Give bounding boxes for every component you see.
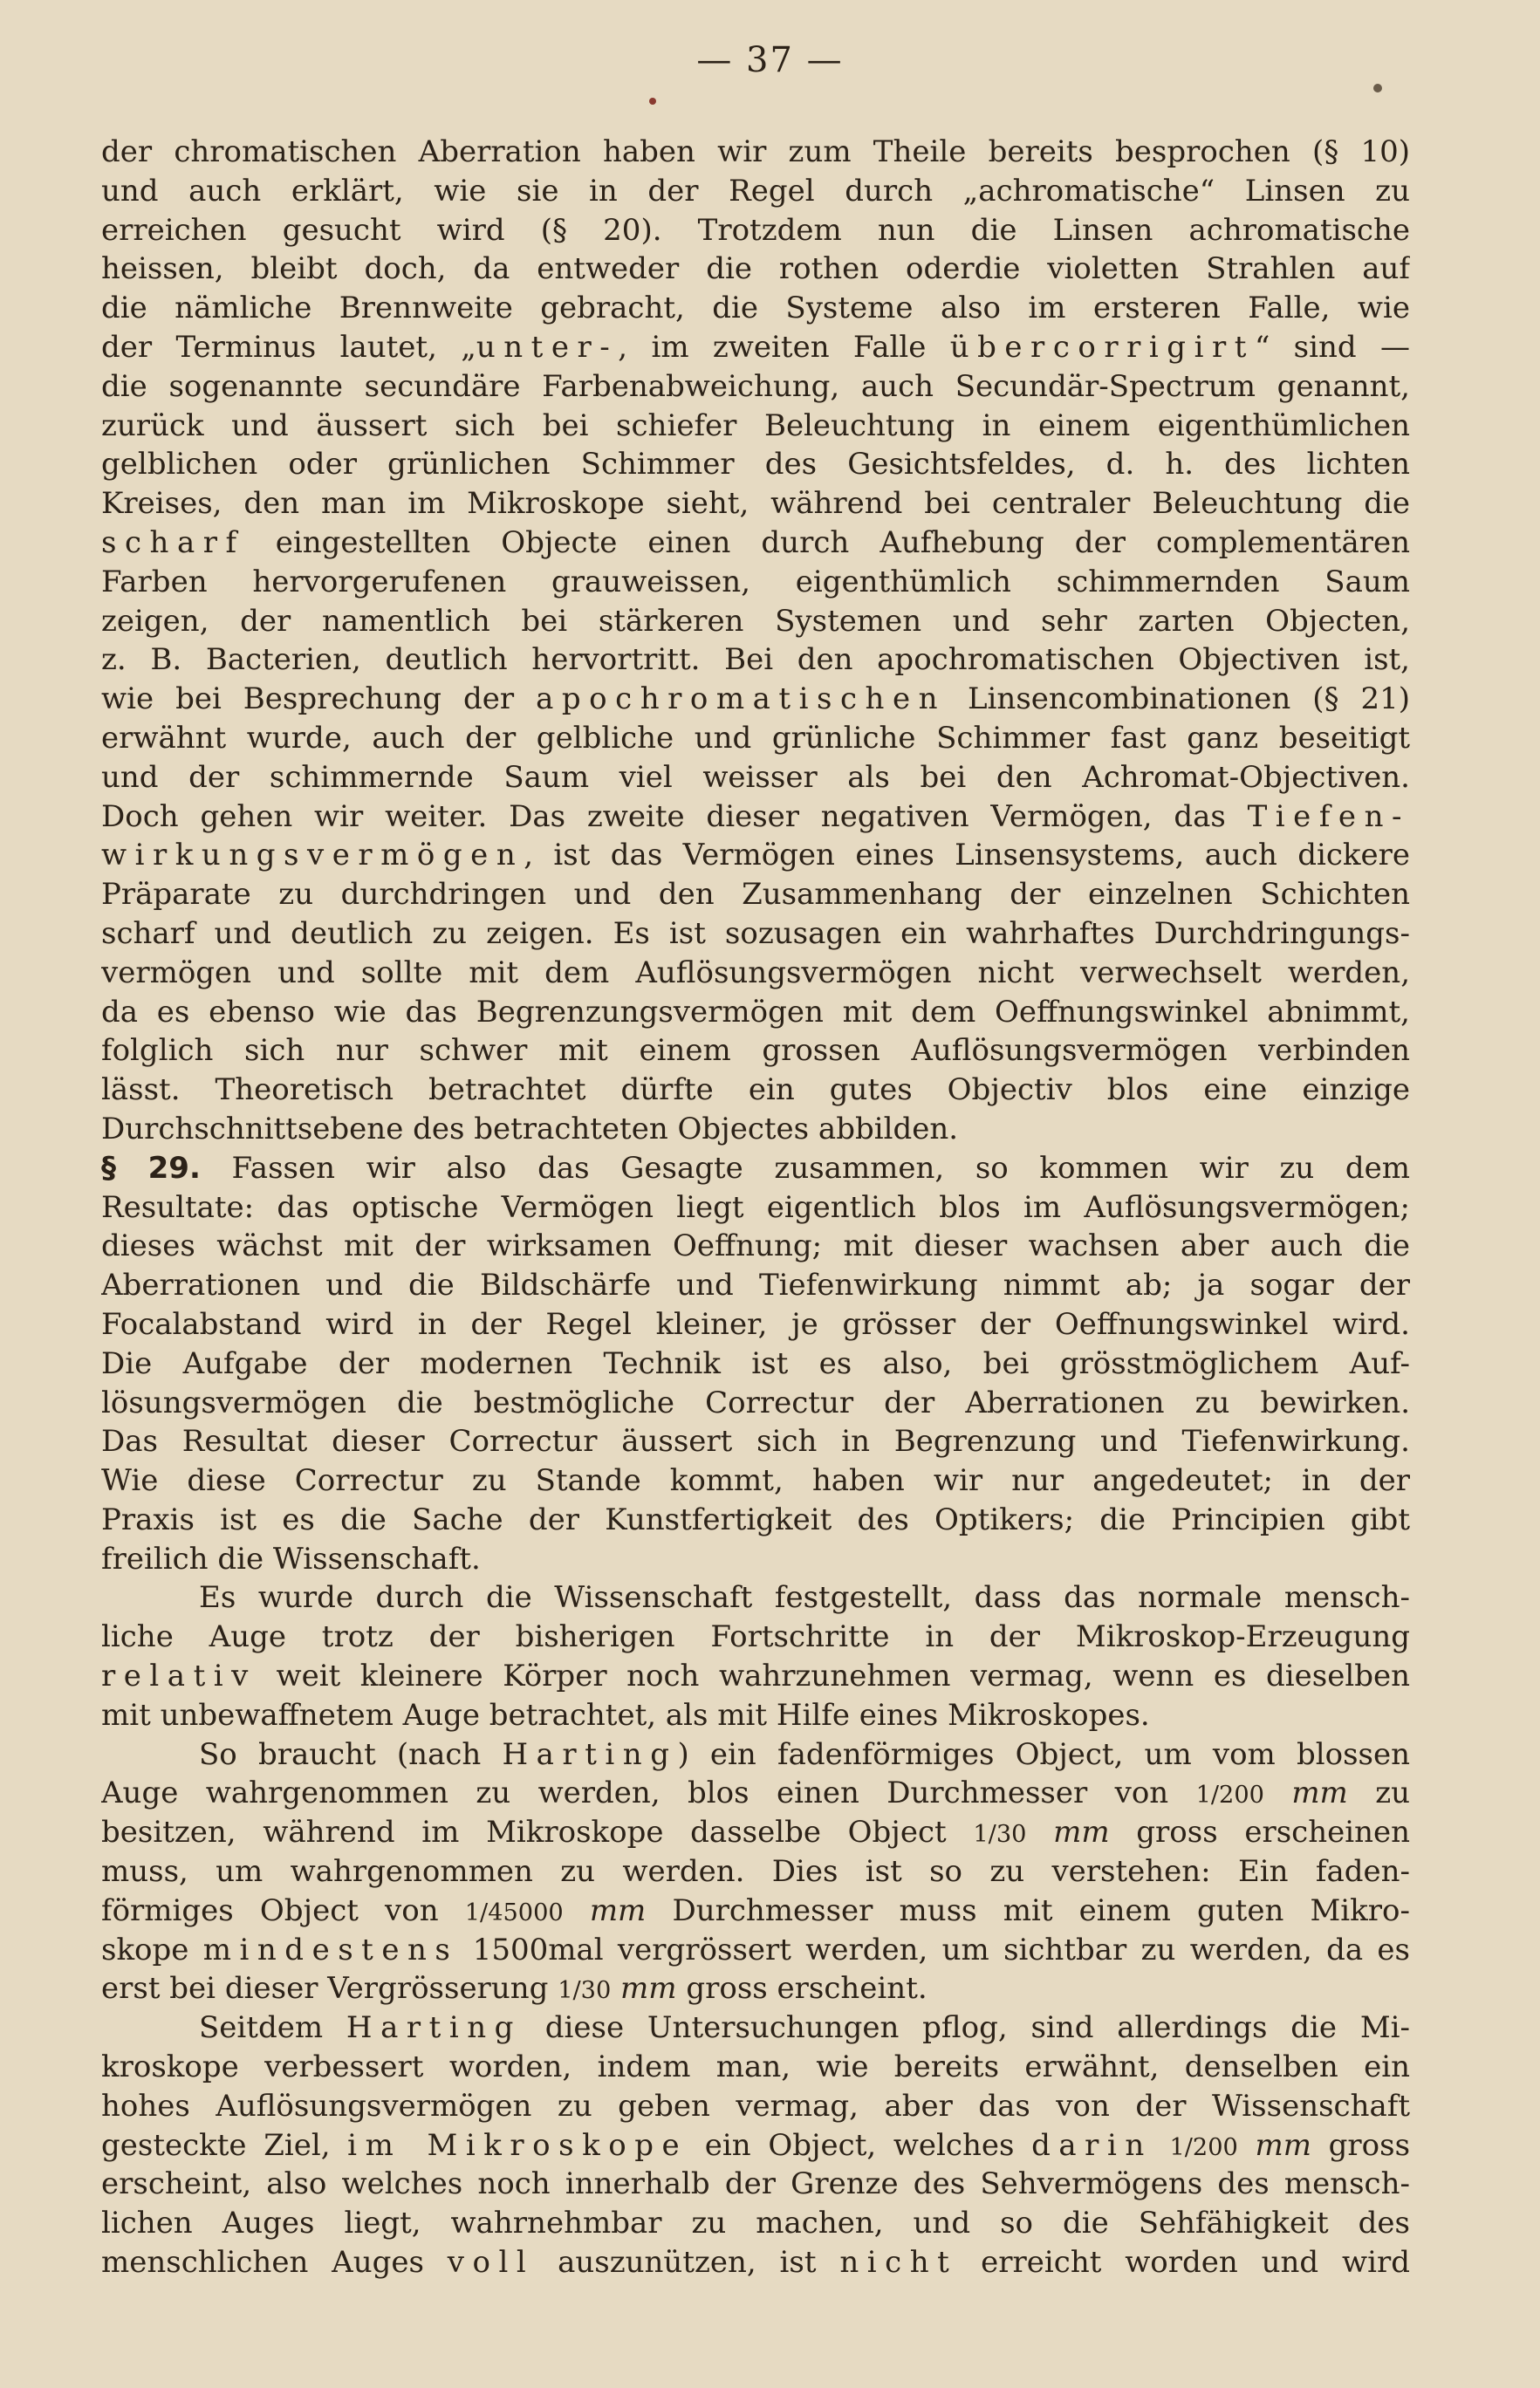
text-segment: die nämliche Brennweite gebracht, die Systeme also im ersteren Falle, wie [101, 291, 1410, 326]
text-segment: Auge wahrgenommen zu werden, blos einen Durchmesser von [101, 1776, 1196, 1811]
text-segment: ) ein fadenförmiges Object, um vom blossen [677, 1736, 1410, 1772]
text-segment: mm [1237, 2127, 1311, 2163]
text-line [101, 133, 1410, 172]
text-segment: förmiges Object von [101, 1892, 465, 1928]
text-line [101, 680, 1410, 719]
text-segment: dieses wächst mit der wirksamen Oeffnung; mit dieser wachsen aber auch die [101, 1228, 1410, 1264]
text-segment: der Terminus lautet, „ [101, 329, 476, 365]
text-segment: erst bei dieser Vergrösserung [101, 1971, 558, 2007]
text-line [101, 1931, 1410, 1970]
text-line [101, 563, 1410, 602]
text-segment: gelblichen oder grünlichen Schimmer des Gesichtsfeldes, d. h. des lichten [101, 447, 1410, 482]
text-segment: wirkungsvermögen [101, 838, 524, 873]
text-segment: lösungsvermögen die bestmögliche Correctur der Aberrationen zu bewirken. [101, 1385, 1410, 1420]
text-segment: mm [611, 1971, 677, 2007]
text-segment: relativ [101, 1659, 257, 1694]
text-line [101, 836, 1410, 875]
text-line [101, 250, 1410, 289]
text-segment: Harting [346, 2010, 522, 2046]
text-line [101, 2048, 1410, 2087]
text-segment: eingestellten Objecte einen durch Aufhebung der complementären [244, 524, 1410, 560]
text-line [101, 367, 1410, 407]
text-segment: auszunützen, ist [534, 2245, 840, 2281]
text-line [101, 172, 1410, 211]
text-line [101, 1969, 1410, 2008]
ink-speck [649, 98, 656, 105]
text-line [101, 1266, 1410, 1305]
text-segment: gross [1311, 2127, 1410, 2163]
text-line [101, 1852, 1410, 1892]
text-segment: Resultate: das optische Vermögen liegt eigentlich blos im Auflösungsvermögen; [101, 1189, 1410, 1225]
text-segment: mm [563, 1892, 647, 1928]
text-segment: Präparate zu durchdringen und den Zusammenhang der einzelnen Schichten [101, 877, 1410, 913]
fraction: 1/200 [1195, 1782, 1264, 1810]
text-segment: der chromatischen Aberration haben wir zum Theile bereits besprochen (§ 10) [101, 134, 1410, 169]
text-line [101, 640, 1410, 680]
text-segment: gross erscheinen [1109, 1815, 1410, 1851]
text-segment: darin [1031, 2127, 1153, 2163]
fraction: 1/30 [558, 1977, 612, 2005]
text-segment: Tiefen- [1247, 798, 1410, 834]
text-segment: erreicht worden und wird [957, 2245, 1410, 2281]
section-number: § 29. [101, 1150, 201, 1186]
text-segment: lichen Auges liegt, wahrnehmbar zu machen, und so die Sehfähigkeit des [101, 2206, 1410, 2241]
text-line [101, 1110, 1410, 1149]
text-segment: erscheint, also welches noch innerhalb der Grenze des Sehvermögens des mensch- [101, 2166, 1410, 2202]
text-segment: diese Untersuchungen pflog, sind allerdings die Mi- [521, 2010, 1410, 2046]
text-line [101, 1461, 1410, 1501]
text-segment: scharf und deutlich zu zeigen. Es ist sozusagen ein wahrhaftes Durchdringungs- [101, 915, 1410, 951]
text-line [101, 1540, 1410, 1579]
text-line [101, 2008, 1410, 2048]
text-line [101, 1813, 1410, 1852]
text-line [101, 1696, 1410, 1735]
page-number: — 37 — [696, 40, 844, 80]
text-segment: scharf [101, 524, 245, 560]
body-text [101, 133, 1410, 2282]
text-segment: mm [1026, 1815, 1110, 1851]
text-segment: , ist das Vermögen eines Linsensystems, auch dickere [524, 838, 1410, 873]
text-segment: vermögen und sollte mit dem Auflösungsvermögen nicht verwechselt werden, [101, 955, 1410, 990]
text-segment: übercorrigirt [949, 329, 1255, 365]
text-segment: skope [101, 1932, 203, 1967]
text-segment: gesteckte Ziel, [101, 2127, 348, 2163]
text-segment: Die Aufgabe der modernen Technik ist es also, bei grösstmöglichem Auf- [101, 1345, 1410, 1381]
text-line [101, 1305, 1410, 1345]
text-segment: muss, um wahrgenommen zu werden. Dies ist so zu verstehen: Ein faden- [101, 1854, 1410, 1890]
text-line [101, 1578, 1410, 1618]
text-line [101, 1657, 1410, 1696]
text-segment: folglich sich nur schwer mit einem grossen Auflösungsvermögen verbinden [101, 1033, 1410, 1069]
text-segment: Focalabstand wird in der Regel kleiner, je grösser der Oeffnungswinkel wird. [101, 1306, 1410, 1342]
text-line [101, 1227, 1410, 1266]
text-segment: z. B. Bacterien, deutlich hervortritt. Bei den apochromatischen Objectiven ist, [101, 642, 1410, 678]
text-segment: menschlichen Auges [101, 2245, 448, 2281]
fraction: 1/30 [973, 1821, 1027, 1849]
text-line [101, 1735, 1410, 1775]
text-segment: und der schimmernde Saum viel weisser als bei den Achromat-Objectiven. [101, 759, 1410, 795]
text-segment: mit unbewaffnetem Auge betrachtet, als mit Hilfe eines Mikroskopes. [101, 1697, 1150, 1733]
text-line [101, 1345, 1410, 1384]
text-segment: liche Auge trotz der bisherigen Fortschritte in der Mikroskop-Erzeugung [101, 1619, 1410, 1655]
text-segment: , im zweiten Falle [618, 329, 950, 365]
text-line [101, 797, 1410, 837]
text-line [101, 289, 1410, 328]
text-segment: Wie diese Correctur zu Stande kommt, haben wir nur angedeutet; in der [101, 1463, 1410, 1499]
fraction: 1/45000 [464, 1899, 564, 1926]
text-line [101, 719, 1410, 758]
text-line [101, 2165, 1410, 2204]
text-segment: Doch gehen wir weiter. Das zweite dieser negativen Vermögen, das [101, 798, 1248, 834]
text-segment: Farben hervorgerufenen grauweissen, eigenthümlich schimmernden Saum [101, 564, 1410, 599]
text-segment: die sogenannte secundäre Farbenabweichung, auch Secundär-Spectrum genannt, [101, 368, 1410, 404]
text-segment: Harting [502, 1736, 678, 1772]
text-segment: Kreises, den man im Mikroskope sieht, während bei centraler Beleuchtung die [101, 486, 1410, 522]
text-segment: 1500mal vergrössert werden, um sichtbar zu werden, da es [458, 1932, 1410, 1967]
text-segment: Durchmesser muss mit einem guten Mikro- [646, 1892, 1410, 1928]
text-line [101, 993, 1410, 1032]
text-line [101, 407, 1410, 446]
text-segment: besitzen, während im Mikroskope dasselbe Object [101, 1815, 974, 1851]
text-segment: ein Object, welches [688, 2127, 1032, 2163]
text-segment: wie bei Besprechung der [101, 681, 537, 717]
text-segment: weit kleinere Körper noch wahrzunehmen vermag, wenn es dieselben [256, 1659, 1410, 1694]
text-line [101, 758, 1410, 797]
text-segment: erwähnt wurde, auch der gelbliche und grünliche Schimmer fast ganz beseitigt [101, 720, 1410, 756]
text-line [101, 1774, 1410, 1813]
text-segment: heissen, bleibt doch, da entweder die rothen oderdie violetten Strahlen auf [101, 251, 1410, 287]
text-segment: zeigen, der namentlich bei stärkeren Systemen und sehr zarten Objecten, [101, 603, 1410, 639]
text-segment: zu [1347, 1776, 1410, 1811]
text-segment: gross erscheint. [676, 1971, 927, 2007]
text-line [101, 1384, 1410, 1423]
text-segment: Es wurde durch die Wissenschaft festgestellt, dass das normale mensch- [199, 1580, 1410, 1616]
fraction: 1/200 [1169, 2133, 1238, 2161]
text-segment: Seitdem [199, 2010, 346, 2046]
text-line [101, 328, 1410, 367]
text-line [101, 1188, 1410, 1228]
text-segment: zurück und äussert sich bei schiefer Beleuchtung in einem eigenthümlichen [101, 407, 1410, 443]
text-line [101, 2126, 1410, 2166]
text-line [101, 523, 1410, 563]
text-segment: mindestens [202, 1932, 459, 1967]
text-segment: unter- [476, 329, 619, 365]
text-segment: erreichen gesucht wird (§ 20). Trotzdem nun die Linsen achromatische [101, 212, 1410, 248]
text-segment: kroskope verbessert worden, indem man, wie bereits erwähnt, denselben ein [101, 2049, 1410, 2085]
text-segment: So braucht (nach [199, 1736, 503, 1772]
text-line [101, 1501, 1410, 1540]
text-segment: “ sind — [1254, 329, 1410, 365]
text-segment: hohes Auflösungsvermögen zu geben vermag, aber das von der Wissenschaft [101, 2088, 1410, 2124]
text-segment: Praxis ist es die Sache der Kunstfertigkeit des Optikers; die Principien gibt [101, 1502, 1410, 1537]
text-segment: voll [447, 2245, 535, 2281]
text-segment: apochromatischen [536, 681, 947, 717]
text-line [101, 2204, 1410, 2243]
text-line [101, 2087, 1410, 2126]
text-segment: und auch erklärt, wie sie in der Regel durch „achromatische“ Linsen zu [101, 173, 1410, 209]
text-line [101, 1031, 1410, 1071]
text-line [101, 2243, 1410, 2282]
text-line [101, 484, 1410, 523]
text-line [101, 1892, 1410, 1931]
text-line [101, 602, 1410, 641]
text-segment: Fassen wir also das Gesagte zusammen, so kommen wir zu dem [200, 1150, 1410, 1186]
text-segment: Aberrationen und die Bildschärfe und Tiefenwirkung nimmt ab; ja sogar der [101, 1268, 1410, 1303]
text-segment: mm [1263, 1776, 1348, 1811]
text-line [101, 1071, 1410, 1110]
text-segment: Durchschnittsebene des betrachteten Objectes abbilden. [101, 1111, 959, 1146]
text-line [101, 1149, 1410, 1188]
text-line [101, 1422, 1410, 1461]
text-segment: da es ebenso wie das Begrenzungsvermögen mit dem Oeffnungswinkel abnimmt, [101, 994, 1410, 1030]
text-segment: Linsencombinationen (§ 21) [946, 681, 1410, 717]
text-segment [1153, 2128, 1170, 2163]
text-segment: im Mikroskope [347, 2127, 688, 2163]
text-segment: freilich die Wissenschaft. [101, 1541, 481, 1577]
ink-speck [1373, 84, 1382, 92]
text-segment: Das Resultat dieser Correctur äussert sich in Begrenzung und Tiefenwirkung. [101, 1424, 1410, 1460]
text-line [101, 954, 1410, 993]
text-line [101, 914, 1410, 954]
text-line [101, 445, 1410, 484]
text-segment: lässt. Theoretisch betrachtet dürfte ein gutes Objectiv blos eine einzige [101, 1072, 1410, 1108]
text-line [101, 875, 1410, 914]
text-segment: nicht [839, 2245, 958, 2281]
text-line [101, 1618, 1410, 1657]
text-line [101, 211, 1410, 250]
